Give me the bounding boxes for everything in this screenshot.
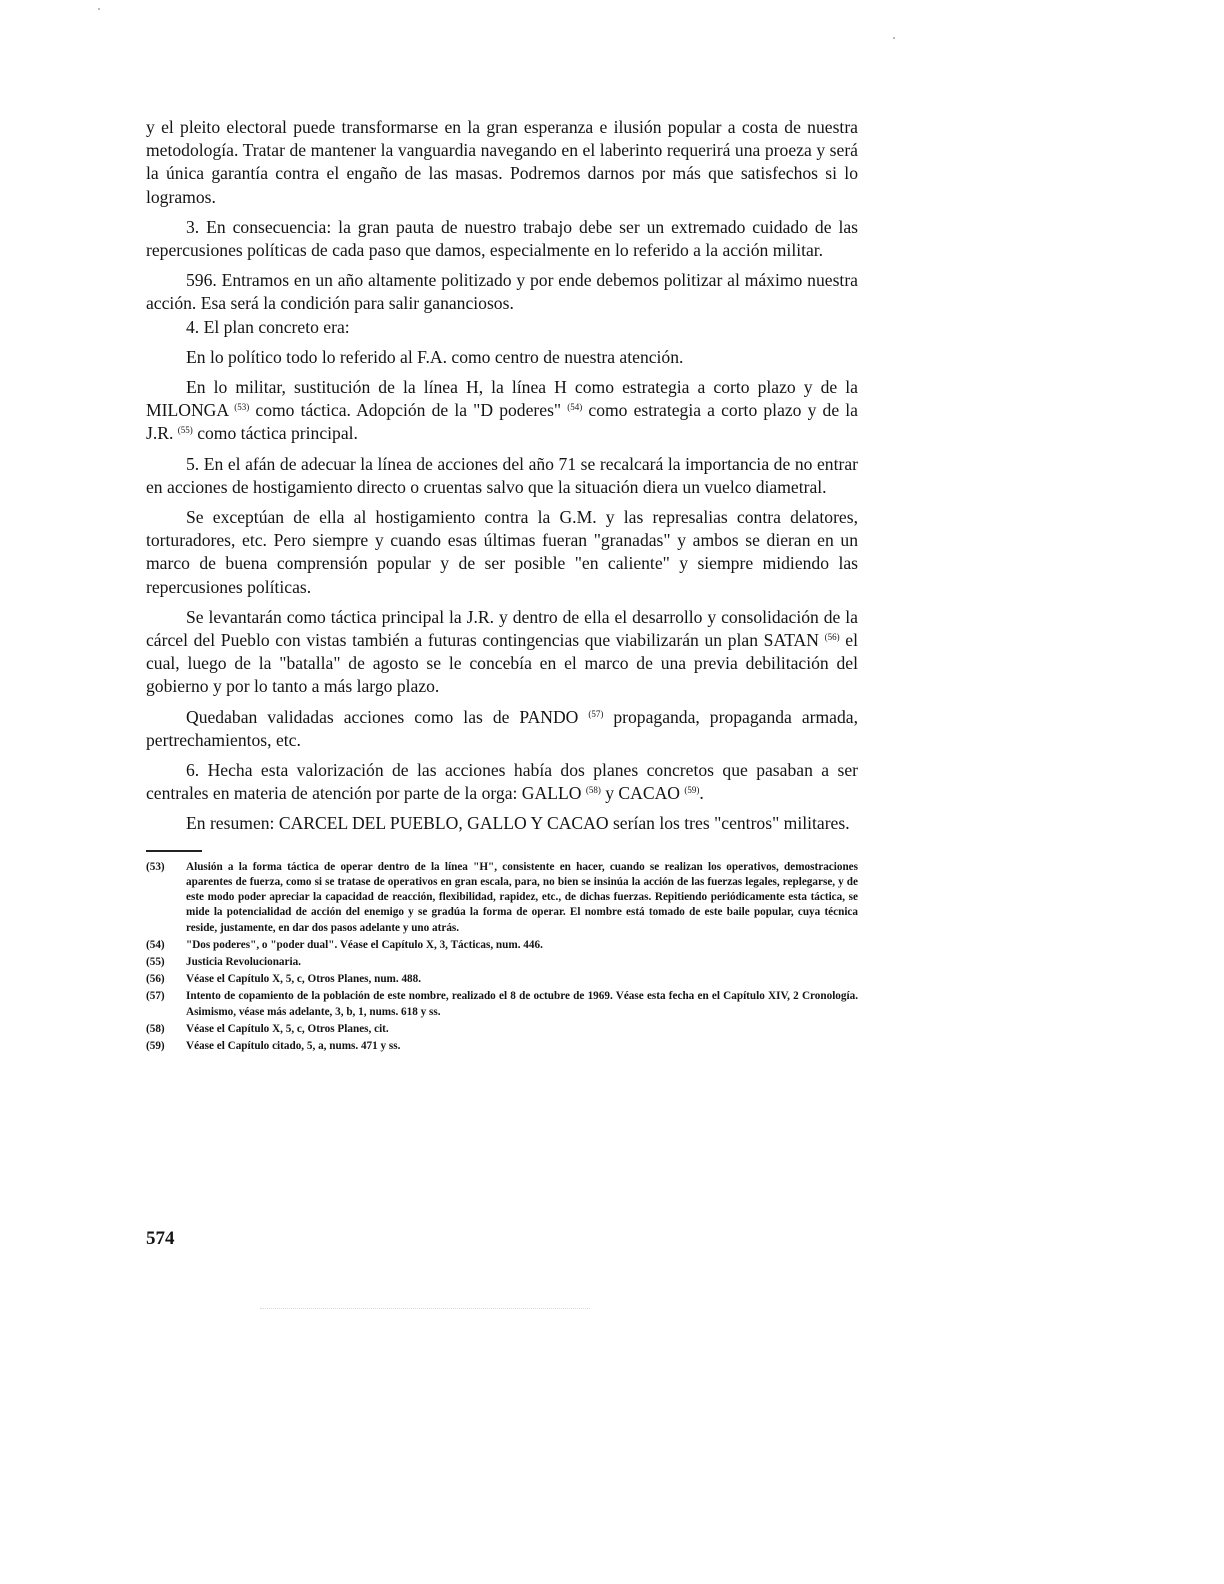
text-segment: 6. Hecha esta valorización de las acciones había dos planes concretos que pasaban a ser centrales en materia de atención por parte de la orga: GALLO xyxy=(146,760,858,804)
text-segment: como táctica principal. xyxy=(192,423,358,444)
footnote-ref: (58) xyxy=(585,785,601,796)
footnote-number: (59) xyxy=(146,1039,165,1052)
scan-noise xyxy=(260,1308,590,1312)
scan-speck xyxy=(893,37,895,39)
footnote-ref: (59) xyxy=(684,785,700,796)
footnote xyxy=(146,1022,858,1037)
footnote-text: Véase el Capítulo X, 5, c, Otros Planes, num. 488. xyxy=(186,973,422,986)
text-segment: el cual, luego de la "batalla" de agosto se le concebía en el marco de una previa debilitación del gobierno y por lo tanto a más largo plazo. xyxy=(146,630,858,697)
footnote xyxy=(146,972,858,987)
footnote-text: Véase el Capítulo citado, 5, a, nums. 471 y ss. xyxy=(186,1039,401,1052)
paragraph-4: 4. El plan concreto era: xyxy=(186,316,350,337)
footnote-text: Alusión a la forma táctica de operar dentro de la línea "H", consistente en hacer, cuando se realizan los operativos, demostraciones aparentes de fuerza, como si se tratase de operativos en gran escala, para, no bien se insinúa la acción de las fuerzas legales, replegarse, y de este modo poder apreciar la capacidad de reacción, flexibilidad, rapidez, etc., de dichas fuerzas. Repitiendo periódicamente esta táctica, se mide la potencialidad de acción del enemigo y se gradúa la forma de operar. El nombre está tomado de este baile popular, cuya técnica reside, justamente, en dar dos pasos adelante y uno atrás. xyxy=(186,860,858,934)
footnote-ref: (53) xyxy=(234,402,250,413)
text-segment: propaganda, propaganda armada, pertrechamientos, etc. xyxy=(146,706,858,750)
text-segment: En lo militar, sustitución de la línea H, la línea H como estrategia a corto plazo y de la MILONGA xyxy=(146,377,858,421)
text-segment: Se levantarán como táctica principal la J.R. y dentro de ella el desarrollo y consolidación de la cárcel del Pueblo con vistas también a futuras contingencias que viabilizarán un plan SATAN xyxy=(146,606,858,651)
paragraph-11 xyxy=(146,759,858,805)
footnote-ref: (55) xyxy=(177,425,193,436)
paragraph-12: En resumen: CARCEL DEL PUEBLO, GALLO Y CACAO serían los tres "centros" militares. xyxy=(186,813,850,834)
footnote-ref: (54) xyxy=(567,402,583,413)
footnote-number: (54) xyxy=(146,938,165,951)
main-text xyxy=(146,116,858,836)
paragraph-5: En lo político todo lo referido al F.A. como centro de nuestra atención. xyxy=(186,346,684,367)
scan-speck xyxy=(98,8,100,10)
footnote-divider xyxy=(146,850,202,852)
paragraph-2: 3. En consecuencia: la gran pauta de nuestro trabajo debe ser un extremado cuidado de las repercusiones políticas de cada paso que damos, especialmente en lo referido a la acción militar. xyxy=(146,216,858,261)
footnotes xyxy=(146,860,858,1054)
footnote xyxy=(146,955,858,970)
paragraph-7: 5. En el afán de adecuar la línea de acciones del año 71 se recalcará la importancia de no entrar en acciones de hostigamiento directo o cruentas salvo que la situación diera un vuelco diametral. xyxy=(146,453,858,497)
text-segment: como estrategia a corto plazo y de la J.R. xyxy=(146,400,858,444)
footnote-ref: (57) xyxy=(588,708,604,719)
footnote xyxy=(146,860,858,936)
footnote-text: Justicia Revolucionaria. xyxy=(186,955,301,968)
footnote-ref: (56) xyxy=(824,632,840,643)
page-content xyxy=(146,116,858,1056)
paragraph-10 xyxy=(146,706,858,752)
footnote-number: (57) xyxy=(146,990,165,1003)
paragraph-8: Se exceptúan de ella al hostigamiento contra la G.M. y las represalias contra delatores, torturadores, etc. Pero siempre y cuando esas últimas fueran "granadas" y ambos se dieran en un marco de buena comprensión popular y de ser posible "en caliente" y siempre midiendo las repercusiones políticas. xyxy=(146,507,858,597)
text-segment: y CACAO xyxy=(600,783,681,804)
footnote-number: (56) xyxy=(146,973,165,986)
paragraph-1: y el pleito electoral puede transformarse en la gran esperanza e ilusión popular a costa de nuestra metodología. Tratar de mantener la vanguardia navegando en el laberinto requerirá una proeza y será la única garantía contra el engaño de las masas. Podremos darnos por más que satisfechos si lo logramos. xyxy=(146,117,858,207)
paragraph-6 xyxy=(146,376,858,446)
paragraph-9 xyxy=(146,606,858,699)
paragraph-3: 596. Entramos en un año altamente politizado y por ende debemos politizar al máximo nuestra acción. Esa será la condición para salir gananciosos. xyxy=(146,270,858,314)
text-segment: . xyxy=(699,783,704,804)
footnote xyxy=(146,989,858,1019)
footnote-number: (53) xyxy=(146,860,165,873)
page-number: 574 xyxy=(146,1228,175,1249)
footnote xyxy=(146,1039,858,1054)
footnote-text: "Dos poderes", o "poder dual". Véase el Capítulo X, 3, Tácticas, num. 446. xyxy=(186,938,543,951)
footnote xyxy=(146,938,858,953)
footnote-text: Véase el Capítulo X, 5, c, Otros Planes, cit. xyxy=(186,1022,389,1035)
footnote-text: Intento de copamiento de la población de este nombre, realizado el 8 de octubre de 1969. Véase esta fecha en el Capítulo XIV, 2 Cronología. Asimismo, véase más adelante, 3, b, 1, nums. 618 y ss. xyxy=(186,990,858,1018)
text-segment: Quedaban validadas acciones como las de PANDO xyxy=(186,706,579,727)
text-segment: como táctica. Adopción de la "D poderes" xyxy=(249,400,562,421)
footnote-number: (58) xyxy=(146,1022,165,1035)
footnote-number: (55) xyxy=(146,955,165,968)
